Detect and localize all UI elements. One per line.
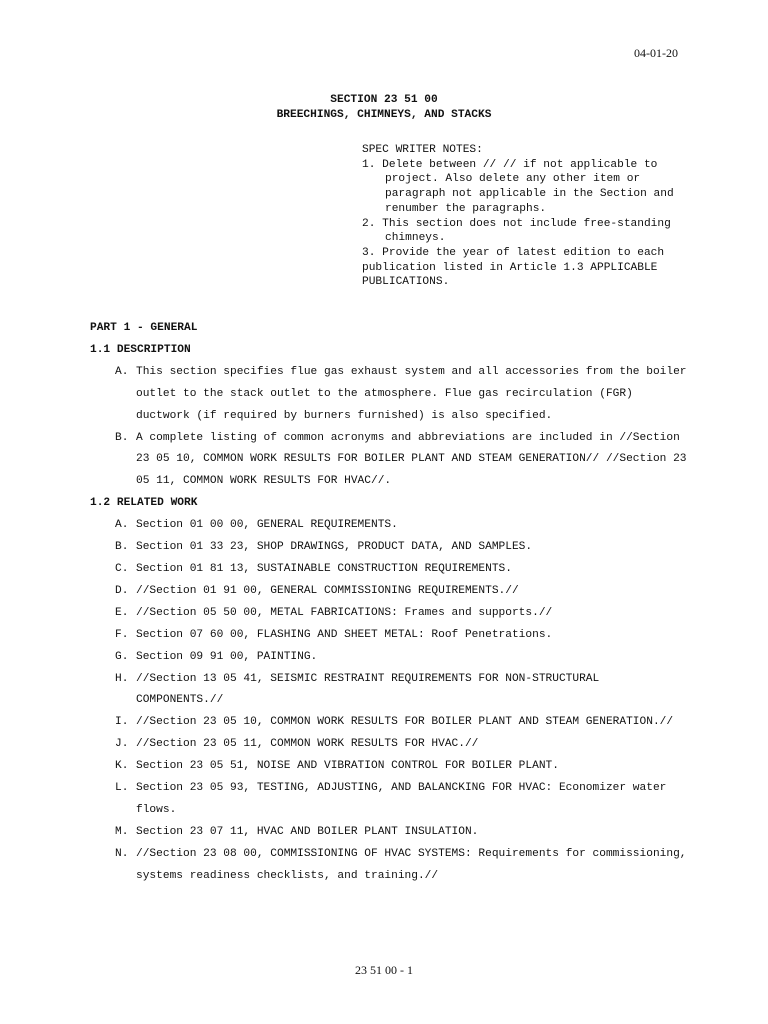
section-title [0,93,768,123]
item-text: //Section 23 08 00, COMMISSIONING OF HVAC SYSTEMS: Requirements for commissioning, systems readiness checklists, and training.// [136,847,687,882]
list-item [90,756,690,778]
item-letter: H. [115,672,129,685]
document-date: 04-01-20 [634,46,678,60]
item-letter: B. [115,431,129,444]
item-text: //Section 23 05 11, COMMON WORK RESULTS FOR HVAC.// [136,738,479,751]
item-letter: K. [115,760,129,773]
item-letter: E. [115,606,129,619]
note-item: 2. This section does not include free-standing chimneys. [362,217,671,245]
list-item [90,712,690,734]
article-heading-related-work: 1.2 RELATED WORK [90,497,198,510]
list-item [90,559,690,581]
item-letter: A. [115,365,129,378]
note-item: 1. Delete between // // if not applicable to project. Also delete any other item or paragraph not applicable in the Section and renumber the paragraphs. [362,158,674,215]
item-letter: L. [115,782,129,795]
section-name: BREECHINGS, CHIMNEYS, AND STACKS [276,109,492,121]
item-text: Section 09 91 00, PAINTING. [136,650,318,663]
list-item [90,822,690,844]
list-item [90,647,690,669]
item-letter: M. [115,825,129,838]
list-item [90,515,690,537]
item-letter: A. [115,519,129,532]
list-item [90,669,690,713]
item-text: Section 01 81 13, SUSTAINABLE CONSTRUCTION REQUIREMENTS. [136,562,512,575]
list-item [90,625,690,647]
item-letter: B. [115,541,129,554]
item-letter: J. [115,738,129,751]
item-text: Section 01 00 00, GENERAL REQUIREMENTS. [136,519,398,532]
item-text: Section 23 05 51, NOISE AND VIBRATION CONTROL FOR BOILER PLANT. [136,760,559,773]
item-text: Section 07 60 00, FLASHING AND SHEET METAL: Roof Penetrations. [136,628,553,641]
list-item [90,734,690,756]
item-text: //Section 13 05 41, SEISMIC RESTRAINT REQUIREMENTS FOR NON-STRUCTURAL COMPONENTS.// [136,672,600,707]
item-letter: F. [115,628,129,641]
item-letter: D. [115,584,129,597]
item-text: Section 23 07 11, HVAC AND BOILER PLANT INSULATION. [136,825,479,838]
item-letter: I. [115,716,129,729]
list-item [90,778,690,822]
article-heading-description: 1.1 DESCRIPTION [90,343,191,356]
list-item [90,844,690,888]
page-number: 23 51 00 - 1 [355,963,413,977]
part-heading: PART 1 - GENERAL [90,322,198,334]
list-item [90,362,690,428]
section-number: SECTION 23 51 00 [330,94,438,106]
item-text: Section 23 05 93, TESTING, ADJUSTING, AND BALANCKING FOR HVAC: Economizer water flows. [136,782,667,816]
note-item: 3. Provide the year of latest edition to each publication listed in Article 1.3 APPLICABLE PUBLICATIONS. [362,246,665,289]
item-text: This section specifies flue gas exhaust system and all accessories from the boiler outlet to the stack outlet to the atmosphere. Flue gas recirculation (FGR) ductwork (if required by burners furnished) is also specified. [136,365,687,422]
list-item [90,581,690,603]
item-letter: C. [115,562,129,575]
item-text: //Section 01 91 00, GENERAL COMMISSIONING REQUIREMENTS.// [136,584,519,597]
item-letter: G. [115,650,129,663]
item-letter: N. [115,847,129,860]
list-item [90,428,690,494]
list-item [90,603,690,625]
item-text: Section 01 33 23, SHOP DRAWINGS, PRODUCT DATA, AND SAMPLES. [136,541,533,554]
item-text: //Section 05 50 00, METAL FABRICATIONS: Frames and supports.// [136,606,553,619]
spec-writer-notes [362,143,682,290]
item-text: //Section 23 05 10, COMMON WORK RESULTS FOR BOILER PLANT AND STEAM GENERATION.// [136,716,674,729]
notes-heading: SPEC WRITER NOTES: [362,144,483,156]
list-item [90,537,690,559]
item-text: A complete listing of common acronyms and abbreviations are included in //Section 23 05 10, COMMON WORK RESULTS FOR BOILER PLANT AND STEAM GENERATION// //Section 23 05 11, COMMON WORK RESULTS FOR HVAC//. [136,431,687,488]
document-body [90,318,690,888]
